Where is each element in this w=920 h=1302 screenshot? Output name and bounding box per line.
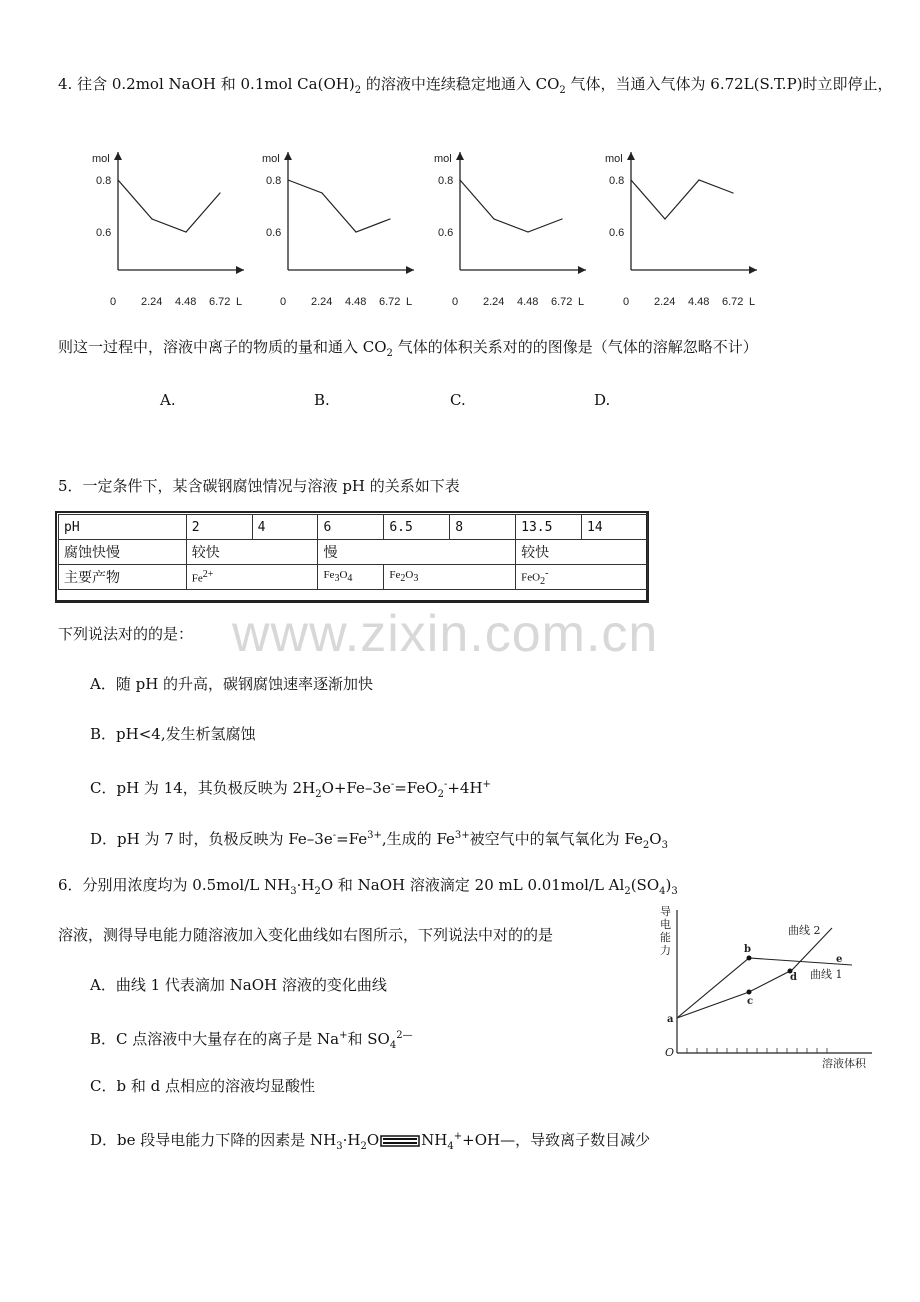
point-label-c: c [747,996,754,1007]
table-row-rate [59,540,648,565]
table-cell: 4 [252,515,318,540]
q4-option-a[interactable]: A. [160,391,176,409]
x-axis-label: L [406,296,413,308]
table-cell: 较快 [516,540,648,565]
x-axis-label: 溶液体积 [822,1057,866,1070]
x-axis-ticks [687,1048,827,1053]
data-point [493,218,494,219]
x-tick-label: 4.48 [517,296,539,308]
q4-option-b[interactable]: B. [314,391,330,409]
q5-stem: 5．一定条件下，某含碳钢腐蚀情况与溶液 pH 的关系如下表 [58,477,460,495]
series-line [631,180,733,219]
y-axis-arrow-icon [114,152,122,160]
y-axis-arrow-icon [627,152,635,160]
q6-option-a[interactable]: A．曲线 1 代表滴加 NaOH 溶液的变化曲线 [90,976,387,994]
x-tick-label: 6.72 [209,296,231,308]
q5-option-a[interactable]: A．随 pH 的升高，碳钢腐蚀速率逐渐加快 [90,675,374,693]
watermark: www.zixin.com.cn [232,605,659,663]
table-cell: 6 [318,515,384,540]
y-axis-label-char: 能 [660,931,671,944]
y-tick-label: 0.6 [96,227,112,239]
table-cell: $Fe_2O_3$ [384,565,516,590]
point-b [747,956,752,961]
data-point [527,231,528,232]
data-point [389,218,390,219]
table-row-ph [59,515,648,540]
table-cell: pH [59,515,187,540]
table-cell: 6.5 [384,515,450,540]
y-axis-label: mol [262,153,280,165]
equilibrium-arrow-icon [380,1135,420,1147]
data-point [698,179,699,180]
q5-option-c[interactable]: C．pH 为 14，其负极反映为 $2H_2O+Fe-3e^-=FeO_2^-+4H^+$ [90,779,491,800]
point-c [747,990,752,995]
curve-2 [677,928,832,1018]
q6-option-b[interactable]: B．C 点溶液中大量存在的离子是 Na+和 $SO_4^{2—}$ [90,1030,413,1051]
table-cell: 13.5 [516,515,582,540]
x-axis-label: L [578,296,585,308]
origin-label: O [665,1046,675,1059]
table-cell: 较快 [186,540,318,565]
point-label-b: b [744,944,751,955]
data-point [287,179,288,180]
q6-option-c[interactable]: C．b 和 d 点相应的溶液均显酸性 [90,1077,315,1095]
table-cell: 腐蚀快慢 [59,540,187,565]
q4-chart-d [597,142,767,317]
y-tick-label: 0.8 [96,175,112,187]
data-point [355,231,356,232]
y-tick-label: 0.8 [609,175,625,187]
y-axis-label-char: 电 [660,918,671,931]
x-tick-label: 2.24 [311,296,333,308]
x-tick-label: 0 [110,296,117,308]
data-point [219,192,220,193]
table-cell: 14 [582,515,648,540]
q5-prompt: 下列说法对的的是： [58,625,194,643]
q4-stem: 4. 往含 0.2mol NaOH 和 0.1mol $Ca(OH)_2$ 的溶液中连续稳定地通入 $CO_2$ 气体，当通入气体为 6.72L(S.T.P)时立即停止， [58,75,893,96]
table-cell: 8 [450,515,516,540]
ph-corrosion-table [58,514,648,590]
table-cell: 慢 [318,540,516,565]
q6-option-d[interactable]: D．be 段导电能力下降的因素是 $NH_3\cdot H_2O$ $NH_4^++OH—$，导致离子数目减少 [90,1131,651,1152]
data-point [459,179,460,180]
data-point [321,192,322,193]
y-axis-label-char: 导 [660,905,671,918]
x-tick-label: 0 [623,296,630,308]
data-point [664,218,665,219]
data-point [630,179,631,180]
x-axis-label: L [236,296,243,308]
x-tick-label: 2.24 [141,296,163,308]
x-axis-arrow-icon [406,266,414,274]
q5-option-b[interactable]: B．pH<4,发生析氢腐蚀 [90,725,256,743]
x-tick-label: 2.24 [654,296,676,308]
data-point [561,218,562,219]
table-cell: 2 [186,515,252,540]
x-tick-label: 0 [452,296,459,308]
table-cell: FeO$_2$- [516,565,648,590]
point-label-d: d [790,972,797,983]
y-tick-label: 0.6 [266,227,282,239]
q6-stem: 6．分别用浓度均为 0.5mol/L $NH_3\cdot H_2O$ 和 NaOH 溶液滴定 20 mL 0.01mol/L $Al_2(SO_4)_3$ [58,876,678,897]
y-tick-label: 0.6 [609,227,625,239]
x-tick-label: 6.72 [722,296,744,308]
x-axis-arrow-icon [749,266,757,274]
curve-1-label: 曲线 1 [810,968,843,981]
y-axis-label-char: 力 [660,944,671,957]
point-label-a: a [667,1014,674,1025]
series-line [118,180,220,232]
series-line [460,180,562,232]
y-axis-label: mol [605,153,623,165]
data-point [151,218,152,219]
q4-chart-b [254,142,424,317]
x-axis-label: L [749,296,756,308]
x-tick-label: 4.48 [175,296,197,308]
y-axis-arrow-icon [456,152,464,160]
q6-stem-2: 溶液，测得导电能力随溶液加入变化曲线如右图所示，下列说法中对的的是 [58,926,554,944]
q5-option-d[interactable]: D．pH 为 7 时，负极反映为 $Fe-3e^-=Fe^{3+}$,生成的 $Fe^{3+}$被空气中的氧气氧化为 $Fe_2O_3$ [90,830,668,851]
x-axis-arrow-icon [578,266,586,274]
y-axis-label: mol [434,153,452,165]
q4-question: 则这一过程中，溶液中离子的物质的量和通入 $CO_2$ 气体的体积关系对的的图像是（气体的溶解忽略不计） [58,338,758,359]
series-line [288,180,390,232]
q4-option-d[interactable]: D. [594,391,611,409]
y-tick-label: 0.6 [438,227,454,239]
point-label-e: e [836,954,843,965]
q4-option-c[interactable]: C. [450,391,466,409]
q4-chart-a [84,142,254,317]
y-axis-label: mol [92,153,110,165]
q4-chart-c [426,142,596,317]
y-tick-label: 0.8 [438,175,454,187]
x-tick-label: 4.48 [688,296,710,308]
x-tick-label: 0 [280,296,287,308]
table-row-product [59,565,648,590]
y-tick-label: 0.8 [266,175,282,187]
data-point [117,179,118,180]
table-cell: $Fe_3O_4$ [318,565,384,590]
data-point [185,231,186,232]
x-tick-label: 6.72 [379,296,401,308]
x-tick-label: 6.72 [551,296,573,308]
conductivity-figure [652,900,882,1075]
y-axis-arrow-icon [284,152,292,160]
table-cell: 主要产物 [59,565,187,590]
x-tick-label: 2.24 [483,296,505,308]
curve-2-label: 曲线 2 [788,924,821,937]
table-cell: $Fe^{2+}$ [186,565,318,590]
data-point [732,192,733,193]
x-tick-label: 4.48 [345,296,367,308]
x-axis-arrow-icon [236,266,244,274]
